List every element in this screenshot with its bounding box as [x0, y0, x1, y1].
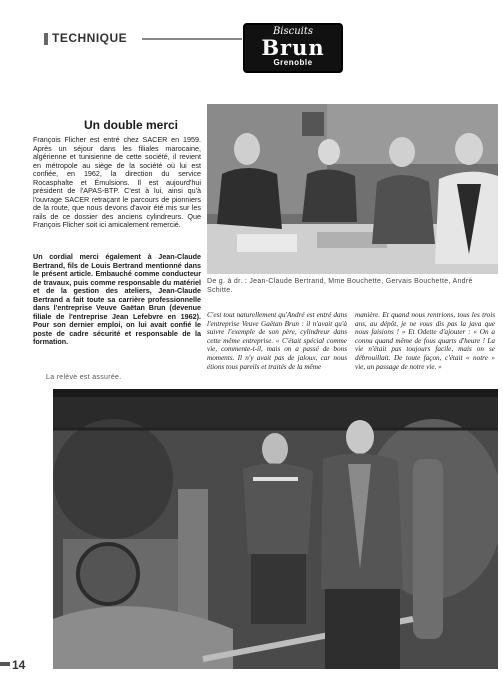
page-number: 14: [12, 658, 26, 672]
section-title: TECHNIQUE: [52, 31, 128, 45]
logo-line1: Biscuits: [272, 26, 314, 37]
page-number-marker: [0, 662, 10, 666]
machine-photo: [53, 389, 498, 669]
header-rule: [142, 38, 242, 40]
logo-line3: Grenoble: [273, 58, 313, 67]
header-marker: [44, 33, 48, 45]
quote-column-1: C'est tout naturellement qu'André est entré dans l'entreprise Veuve Gaëtan Brun : il n'avait qu'à suivre l'exemple de son père, cylindreur dans cette même entreprise. « C'était spécial comme vie, commente-t-il, mais on a passé de bons moments. Il n'y avait pas de jaloux, car nous étions tous pareils et traités de la même: [207, 311, 347, 371]
logo-line2: Brun: [261, 35, 325, 60]
group-photo-illustration: [207, 104, 498, 274]
article-title: Un double merci: [84, 118, 179, 132]
machine-photo-illustration: [53, 389, 498, 669]
machine-photo-caption: La relève est assurée.: [46, 374, 122, 381]
quote-column-2: manière. Et quand nous rentrions, tous les trois ans, au dépôt, je ne vous dis pas la java que nous faisions ! » Et Odette d'ajouter : « On a connu quand même de fous quarts d'heure ! La vie n'était pas toujours facile, mais on se débrouillait. De toute façon, c'était « notre » vie, un passage de notre vie. »: [355, 311, 495, 371]
group-photo-caption: De g. à dr. : Jean-Claude Bertrand, Mme Bouchette, Gervais Bouchette, André Schitte.: [207, 278, 473, 294]
article-paragraph-2: Un cordial merci également à Jean-Claude Bertrand, fils de Louis Bertrand mentionné dans le présent article. Embauché comme conducteur de travaux, puis comme responsable du matériel et de la gestion des ateliers, Jean-Claude Bertrand a fait toute sa carrière professionnelle dans l'entreprise Veuve Gaëtan Brun (devenue filiale de l'entreprise Jean Lefebvre en 1962). Pour son dernier emploi, on lui avait confié le poste de cadre sécurité et responsable de la formation.: [33, 252, 201, 346]
article-paragraph-1: François Flicher est entré chez SACER en 1959. Après un séjour dans les filiales marocaine, algérienne et tunisienne de cette société, il revient en métropole au siège de la société où lui est confiée, en 1962, la direction du service Rocasphalte et Émulsions. Il est aujourd'hui président de l'APAS-BTP. C'est à lui, ainsi qu'à l'ouvrage SACER retraçant le parcours de pionniers de la route, que nous devons d'avoir été mis sur les rails de ce dossier des anciens cylindreurs. Que François Flicher soit ici amicalement remercié.: [33, 135, 201, 229]
brand-logo: [243, 23, 343, 73]
group-photo: [207, 104, 498, 274]
